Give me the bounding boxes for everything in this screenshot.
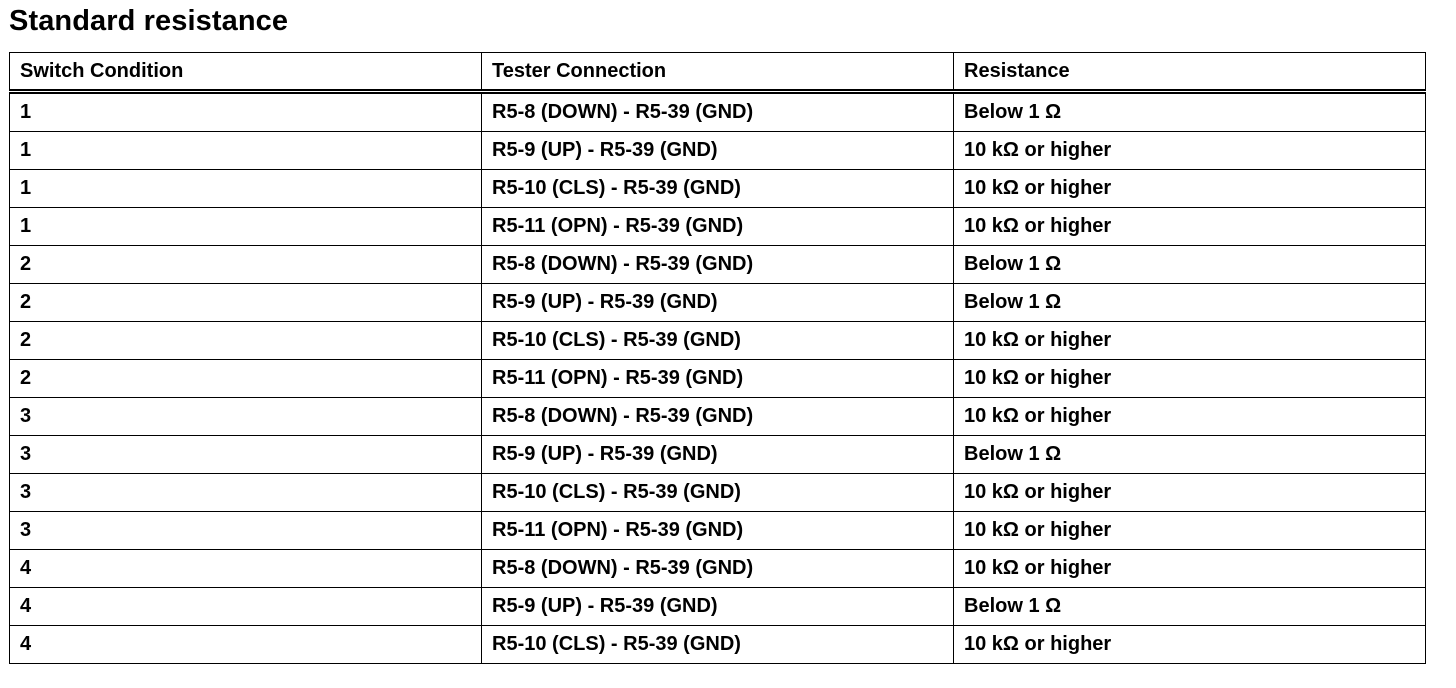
table-header-row xyxy=(10,53,1426,92)
switch-condition-cell: 3 xyxy=(10,474,482,512)
resistance-cell: 10 kΩ or higher xyxy=(954,398,1426,436)
switch-condition-cell: 4 xyxy=(10,588,482,626)
table-row xyxy=(10,132,1426,170)
tester-connection-cell: R5-11 (OPN) - R5-39 (GND) xyxy=(482,360,954,398)
resistance-cell: 10 kΩ or higher xyxy=(954,360,1426,398)
resistance-cell: Below 1 Ω xyxy=(954,246,1426,284)
resistance-cell: 10 kΩ or higher xyxy=(954,322,1426,360)
switch-condition-cell: 1 xyxy=(10,132,482,170)
tester-connection-cell: R5-11 (OPN) - R5-39 (GND) xyxy=(482,208,954,246)
header-resistance: Resistance xyxy=(954,53,1426,92)
header-switch-condition: Switch Condition xyxy=(10,53,482,92)
table-row xyxy=(10,512,1426,550)
tester-connection-cell: R5-9 (UP) - R5-39 (GND) xyxy=(482,284,954,322)
table-row xyxy=(10,246,1426,284)
switch-condition-cell: 3 xyxy=(10,436,482,474)
switch-condition-cell: 1 xyxy=(10,92,482,132)
switch-condition-cell: 4 xyxy=(10,626,482,664)
table-row xyxy=(10,92,1426,132)
table-row xyxy=(10,360,1426,398)
resistance-cell: 10 kΩ or higher xyxy=(954,512,1426,550)
tester-connection-cell: R5-8 (DOWN) - R5-39 (GND) xyxy=(482,398,954,436)
tester-connection-cell: R5-10 (CLS) - R5-39 (GND) xyxy=(482,170,954,208)
switch-condition-cell: 2 xyxy=(10,246,482,284)
resistance-cell: Below 1 Ω xyxy=(954,92,1426,132)
switch-condition-cell: 2 xyxy=(10,284,482,322)
table-row xyxy=(10,170,1426,208)
tester-connection-cell: R5-8 (DOWN) - R5-39 (GND) xyxy=(482,550,954,588)
tester-connection-cell: R5-8 (DOWN) - R5-39 (GND) xyxy=(482,92,954,132)
tester-connection-cell: R5-9 (UP) - R5-39 (GND) xyxy=(482,588,954,626)
table-row xyxy=(10,550,1426,588)
table-row xyxy=(10,284,1426,322)
resistance-cell: 10 kΩ or higher xyxy=(954,550,1426,588)
table-row xyxy=(10,626,1426,664)
switch-condition-cell: 4 xyxy=(10,550,482,588)
table-row xyxy=(10,322,1426,360)
resistance-cell: 10 kΩ or higher xyxy=(954,132,1426,170)
resistance-cell: 10 kΩ or higher xyxy=(954,626,1426,664)
switch-condition-cell: 3 xyxy=(10,512,482,550)
resistance-cell: 10 kΩ or higher xyxy=(954,474,1426,512)
header-tester-connection: Tester Connection xyxy=(482,53,954,92)
tester-connection-cell: R5-10 (CLS) - R5-39 (GND) xyxy=(482,626,954,664)
switch-condition-cell: 1 xyxy=(10,170,482,208)
switch-condition-cell: 2 xyxy=(10,322,482,360)
resistance-cell: 10 kΩ or higher xyxy=(954,170,1426,208)
resistance-cell: 10 kΩ or higher xyxy=(954,208,1426,246)
resistance-cell: Below 1 Ω xyxy=(954,436,1426,474)
table-row xyxy=(10,208,1426,246)
page-title: Standard resistance xyxy=(9,5,289,37)
resistance-cell: Below 1 Ω xyxy=(954,284,1426,322)
table-row xyxy=(10,474,1426,512)
switch-condition-cell: 2 xyxy=(10,360,482,398)
switch-condition-cell: 3 xyxy=(10,398,482,436)
tester-connection-cell: R5-10 (CLS) - R5-39 (GND) xyxy=(482,322,954,360)
tester-connection-cell: R5-10 (CLS) - R5-39 (GND) xyxy=(482,474,954,512)
table-row xyxy=(10,588,1426,626)
tester-connection-cell: R5-9 (UP) - R5-39 (GND) xyxy=(482,132,954,170)
switch-condition-cell: 1 xyxy=(10,208,482,246)
table-row xyxy=(10,398,1426,436)
table-row xyxy=(10,436,1426,474)
standard-resistance-table xyxy=(9,52,1426,664)
resistance-cell: Below 1 Ω xyxy=(954,588,1426,626)
tester-connection-cell: R5-9 (UP) - R5-39 (GND) xyxy=(482,436,954,474)
tester-connection-cell: R5-11 (OPN) - R5-39 (GND) xyxy=(482,512,954,550)
tester-connection-cell: R5-8 (DOWN) - R5-39 (GND) xyxy=(482,246,954,284)
